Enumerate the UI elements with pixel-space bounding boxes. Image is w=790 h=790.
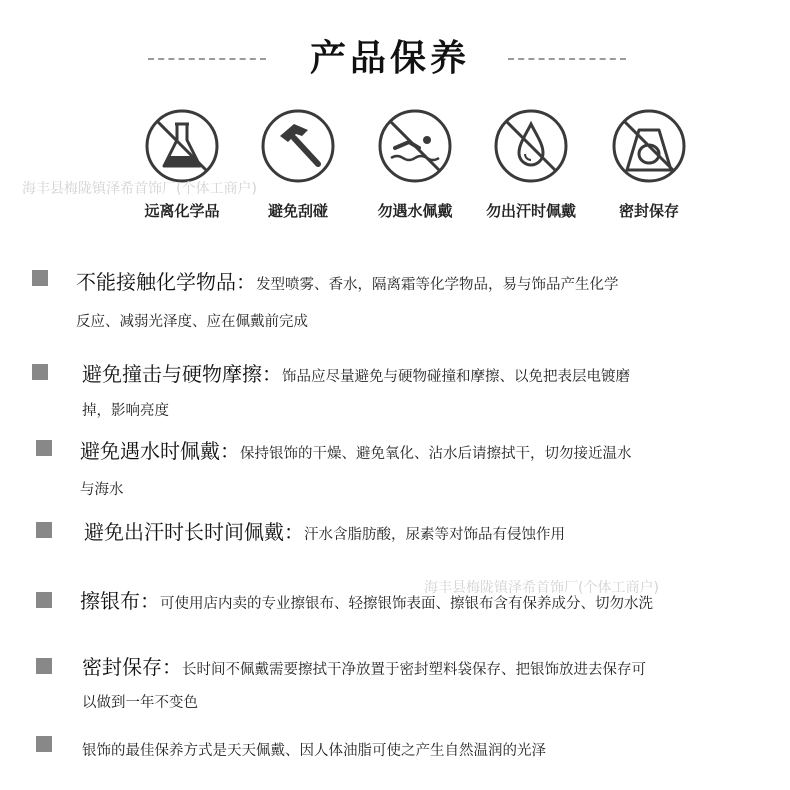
icon-item-scratch	[238, 106, 358, 221]
care-text-continued: 反应、减弱光泽度、应在佩戴前完成	[76, 314, 308, 330]
icon-item-sealed	[589, 106, 709, 221]
icon-item-chemicals	[122, 106, 242, 221]
sweat-drop-icon	[491, 106, 571, 186]
bullet-square	[36, 522, 52, 538]
page-title: 产品保养	[309, 37, 470, 79]
care-line	[80, 585, 653, 614]
care-text: 饰品应尽量避免与硬物碰撞和摩擦、以免把表层电镀磨	[282, 369, 630, 385]
care-text: 银饰的最佳保养方式是天天佩戴、因人体油脂可使之产生自然温润的光泽	[82, 743, 546, 759]
care-text-continued: 掉，影响亮度	[82, 403, 169, 419]
icon-label: 勿出汗时佩戴	[485, 202, 576, 220]
care-heading: 避免出汗时长时间佩戴：	[84, 520, 304, 544]
care-text-continued: 与海水	[80, 482, 124, 498]
flask-icon	[142, 106, 222, 186]
icon-label: 远离化学品	[144, 202, 220, 220]
care-line	[84, 516, 565, 545]
section-header	[0, 30, 790, 80]
care-heading: 避免遇水时佩戴：	[80, 439, 240, 463]
icon-item-sweat	[471, 106, 591, 221]
watermark: 海丰县梅陇镇泽希首饰厂(个体工商户)	[424, 580, 659, 596]
care-heading: 不能接触化学物品：	[76, 270, 256, 294]
care-line	[76, 266, 619, 295]
care-text: 可使用店内卖的专业擦银布、轻擦银饰表面、擦银布含有保养成分、切勿水洗	[160, 596, 653, 612]
care-heading: 擦银布：	[80, 589, 160, 613]
watermark: 海丰县梅陇镇泽希首饰厂(个体工商户)	[22, 181, 257, 197]
icon-label: 勿遇水佩戴	[377, 202, 453, 220]
bullet-square	[36, 736, 52, 752]
care-text: 长时间不佩戴需要擦拭干净放置于密封塑料袋保存、把银饰放进去保存可	[182, 662, 646, 678]
hammer-icon	[258, 106, 338, 186]
sealed-bag-icon	[609, 106, 689, 186]
bullet-square	[36, 592, 52, 608]
icon-item-water	[355, 106, 475, 221]
care-text: 汗水含脂肪酸，尿素等对饰品有侵蚀作用	[304, 527, 565, 543]
bullet-square	[36, 440, 52, 456]
care-line	[82, 358, 630, 387]
care-heading: 密封保存：	[82, 655, 182, 679]
care-text-continued: 以做到一年不变色	[82, 695, 198, 711]
care-icon-row	[0, 106, 790, 236]
header-divider-left	[148, 58, 266, 60]
care-text: 保持银饰的干燥、避免氧化、沾水后请擦拭干，切勿接近温水	[240, 446, 632, 462]
bullet-square	[32, 270, 48, 286]
care-heading: 避免撞击与硬物摩擦：	[82, 362, 282, 386]
swimmer-icon	[375, 106, 455, 186]
care-line	[82, 736, 546, 760]
care-text: 发型喷雾、香水，隔离霜等化学物品，易与饰品产生化学	[256, 277, 619, 293]
bullet-square	[32, 364, 48, 380]
icon-label: 避免刮碰	[267, 202, 328, 220]
bullet-square	[36, 658, 52, 674]
care-line	[82, 651, 646, 680]
header-divider-right	[508, 58, 626, 60]
care-line	[80, 435, 632, 464]
icon-label: 密封保存	[618, 202, 679, 220]
